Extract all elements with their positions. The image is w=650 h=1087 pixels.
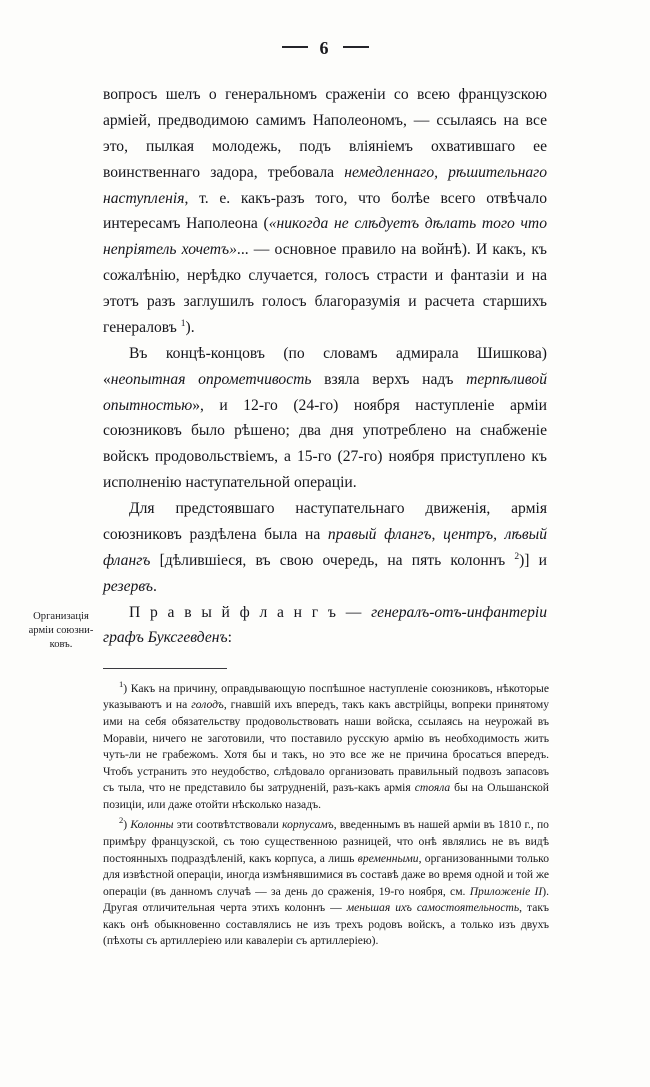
p1-part-a: вопросъ шелъ о генеральномъ сраженіи со всею французскою арміей, предводимою самимъ Наполеономъ, — ссылаясь на все это, пылкая молодежь, подъ вліяніемъ охватившаго ее воинственнаго задора, требовала [103, 86, 547, 181]
footnote-2-marker: 2 [119, 815, 124, 826]
footnote-1 [103, 678, 549, 813]
footnote-separator [103, 668, 227, 669]
footnote-2-part-b: , введеннымъ въ нашей арміи въ 1810 г., по примѣру французской, съ тою существенною разницей, что онѣ являлись не въ видѣ постоянныхъ подраздѣленій, какъ корпуса, а лишь [103, 818, 549, 865]
footnote-1-italic-1: голодъ [191, 698, 224, 712]
footnote-2-italic-3: временными [357, 851, 419, 865]
header-dash-right [343, 46, 369, 48]
footnote-1-paren: ) [123, 681, 131, 695]
footnote-1-part-c: бы на Ольшанской позиціи, или даже отойти нѣсколько назадъ. [103, 781, 549, 811]
margin-note-text: Организація арміи союзни-ковъ. [28, 611, 94, 651]
p1-italic-1: немедленнаго, рѣшительнаго наступленія [103, 163, 547, 207]
p3-part-b: [дѣлившіеся, въ свою очередь, на пять колоннъ [150, 551, 515, 569]
paragraph-3 [103, 496, 547, 600]
p2-part-a: Въ концѣ-концовъ (по словамъ адмирала Шишкова) « [103, 344, 547, 388]
footnote-2-italic-4: Приложеніе II [469, 884, 543, 898]
paragraph-4-section-heading [103, 600, 547, 652]
paragraph-2 [103, 341, 547, 496]
p3-italic-2: резервъ [103, 577, 153, 595]
footnote-2 [103, 814, 549, 949]
p3-part-a: Для предстоявшаго наступательнаго движенія, армія союзниковъ раздѣлена была на [103, 500, 547, 543]
p2-part-c: », и 12-го (24-го) ноября наступленіе арміи союзниковъ было рѣшено; два дня употреблено на снабженіе войскъ продовольствіемъ, а 15-го (27-го) ноября приступлено къ исполненію наступательной операціи. [103, 396, 547, 492]
footnote-1-marker: 1 [119, 679, 124, 689]
p1-part-d: ). [185, 318, 195, 336]
section-heading-colon: : [227, 629, 232, 647]
p1-part-c: ... — основное правило на войнѣ). И какъ, къ сожалѣнію, нерѣдко случается, голосъ страсти и фантазіи и на этотъ разъ заглушилъ голосъ благоразумія и расчета старшихъ генераловъ [103, 241, 547, 336]
p3-italic-1: правый флангъ, центръ, лѣвый флангъ [103, 525, 547, 569]
p2-italic-2: терпѣливой опытностью [103, 370, 548, 414]
footnote-2-part-a: эти соотвѣтствовали [173, 818, 283, 832]
page-number: 6 [319, 38, 331, 58]
section-heading-label: П р а в ы й ф л а н г ъ — [129, 603, 372, 621]
header-dash-left [282, 46, 308, 48]
footnotes-block [103, 678, 549, 951]
p3-part-c: )] и [519, 551, 547, 569]
main-text-column [103, 82, 547, 651]
footnote-2-paren: ) [123, 818, 131, 832]
footnote-2-part-c: , организованными только для извѣстной операціи, иногда измѣнявшимися въ составѣ даже во время одной и той же операціи (въ данномъ случаѣ — за день до сраженія, 19-го ноября, см. [103, 851, 549, 898]
p2-italic-1: неопытная опрометчивость [110, 370, 312, 388]
footnote-2-italic-5: меньшая ихъ самостоятельность [346, 901, 520, 915]
p1-part-b: , т. е. какъ-разъ того, что болѣе всего отвѣчало интересамъ Наполеона ( [103, 189, 547, 233]
margin-note [22, 610, 100, 653]
p2-part-b: взяла верхъ надъ [311, 370, 467, 388]
footnote-1-italic-2: стояла [414, 781, 451, 795]
paragraph-1 [103, 82, 547, 341]
footnote-1-part-a: Какъ на причину, оправдывающую поспѣшное наступленіе союзниковъ, нѣкоторые указываютъ и на [103, 681, 549, 712]
section-heading-commander: генералъ-отъ-инфантеріи графъ Буксгевденъ [103, 603, 547, 647]
footnote-1-part-b: , гнавшій ихъ впередъ, такъ какъ австрійцы, вопреки принятому ими на себя обязательству продовольствовать наши войска, ссылаясь на неурожай въ Моравіи, ничего не заготовили, что поставило русскую армію въ необходимость жить чуть-ли не грабежомъ. Хотя бы и такъ, но это все же не причина бросаться впередъ. Чтобъ устранить это неудобство, слѣдовало организовать правильный подвозъ запасовъ съ тыла, что не представило бы затрудненій, разъ-какъ армія [103, 698, 549, 795]
footnote-2-italic-2: корпусамъ [282, 818, 334, 832]
footnote-2-italic-1: Колонны [130, 818, 174, 832]
footnote-2-part-e: , такъ какъ онѣ обыкновенно составлялись не изъ трехъ родовъ войскъ, а только изъ двухъ (пѣхоты съ артиллеріею или кавалеріи съ артиллеріею). [103, 901, 549, 948]
footnote-ref-2: 2 [514, 551, 520, 562]
p1-italic-2: «никогда не слѣдуетъ дѣлать того что непріятель хочетъ» [103, 215, 547, 259]
footnote-ref-1: 1 [180, 318, 186, 329]
footnote-2-part-d: ). Другая отличительная черта этихъ колоннъ — [103, 884, 550, 915]
p3-part-d: . [152, 577, 157, 595]
page-header [0, 38, 650, 59]
